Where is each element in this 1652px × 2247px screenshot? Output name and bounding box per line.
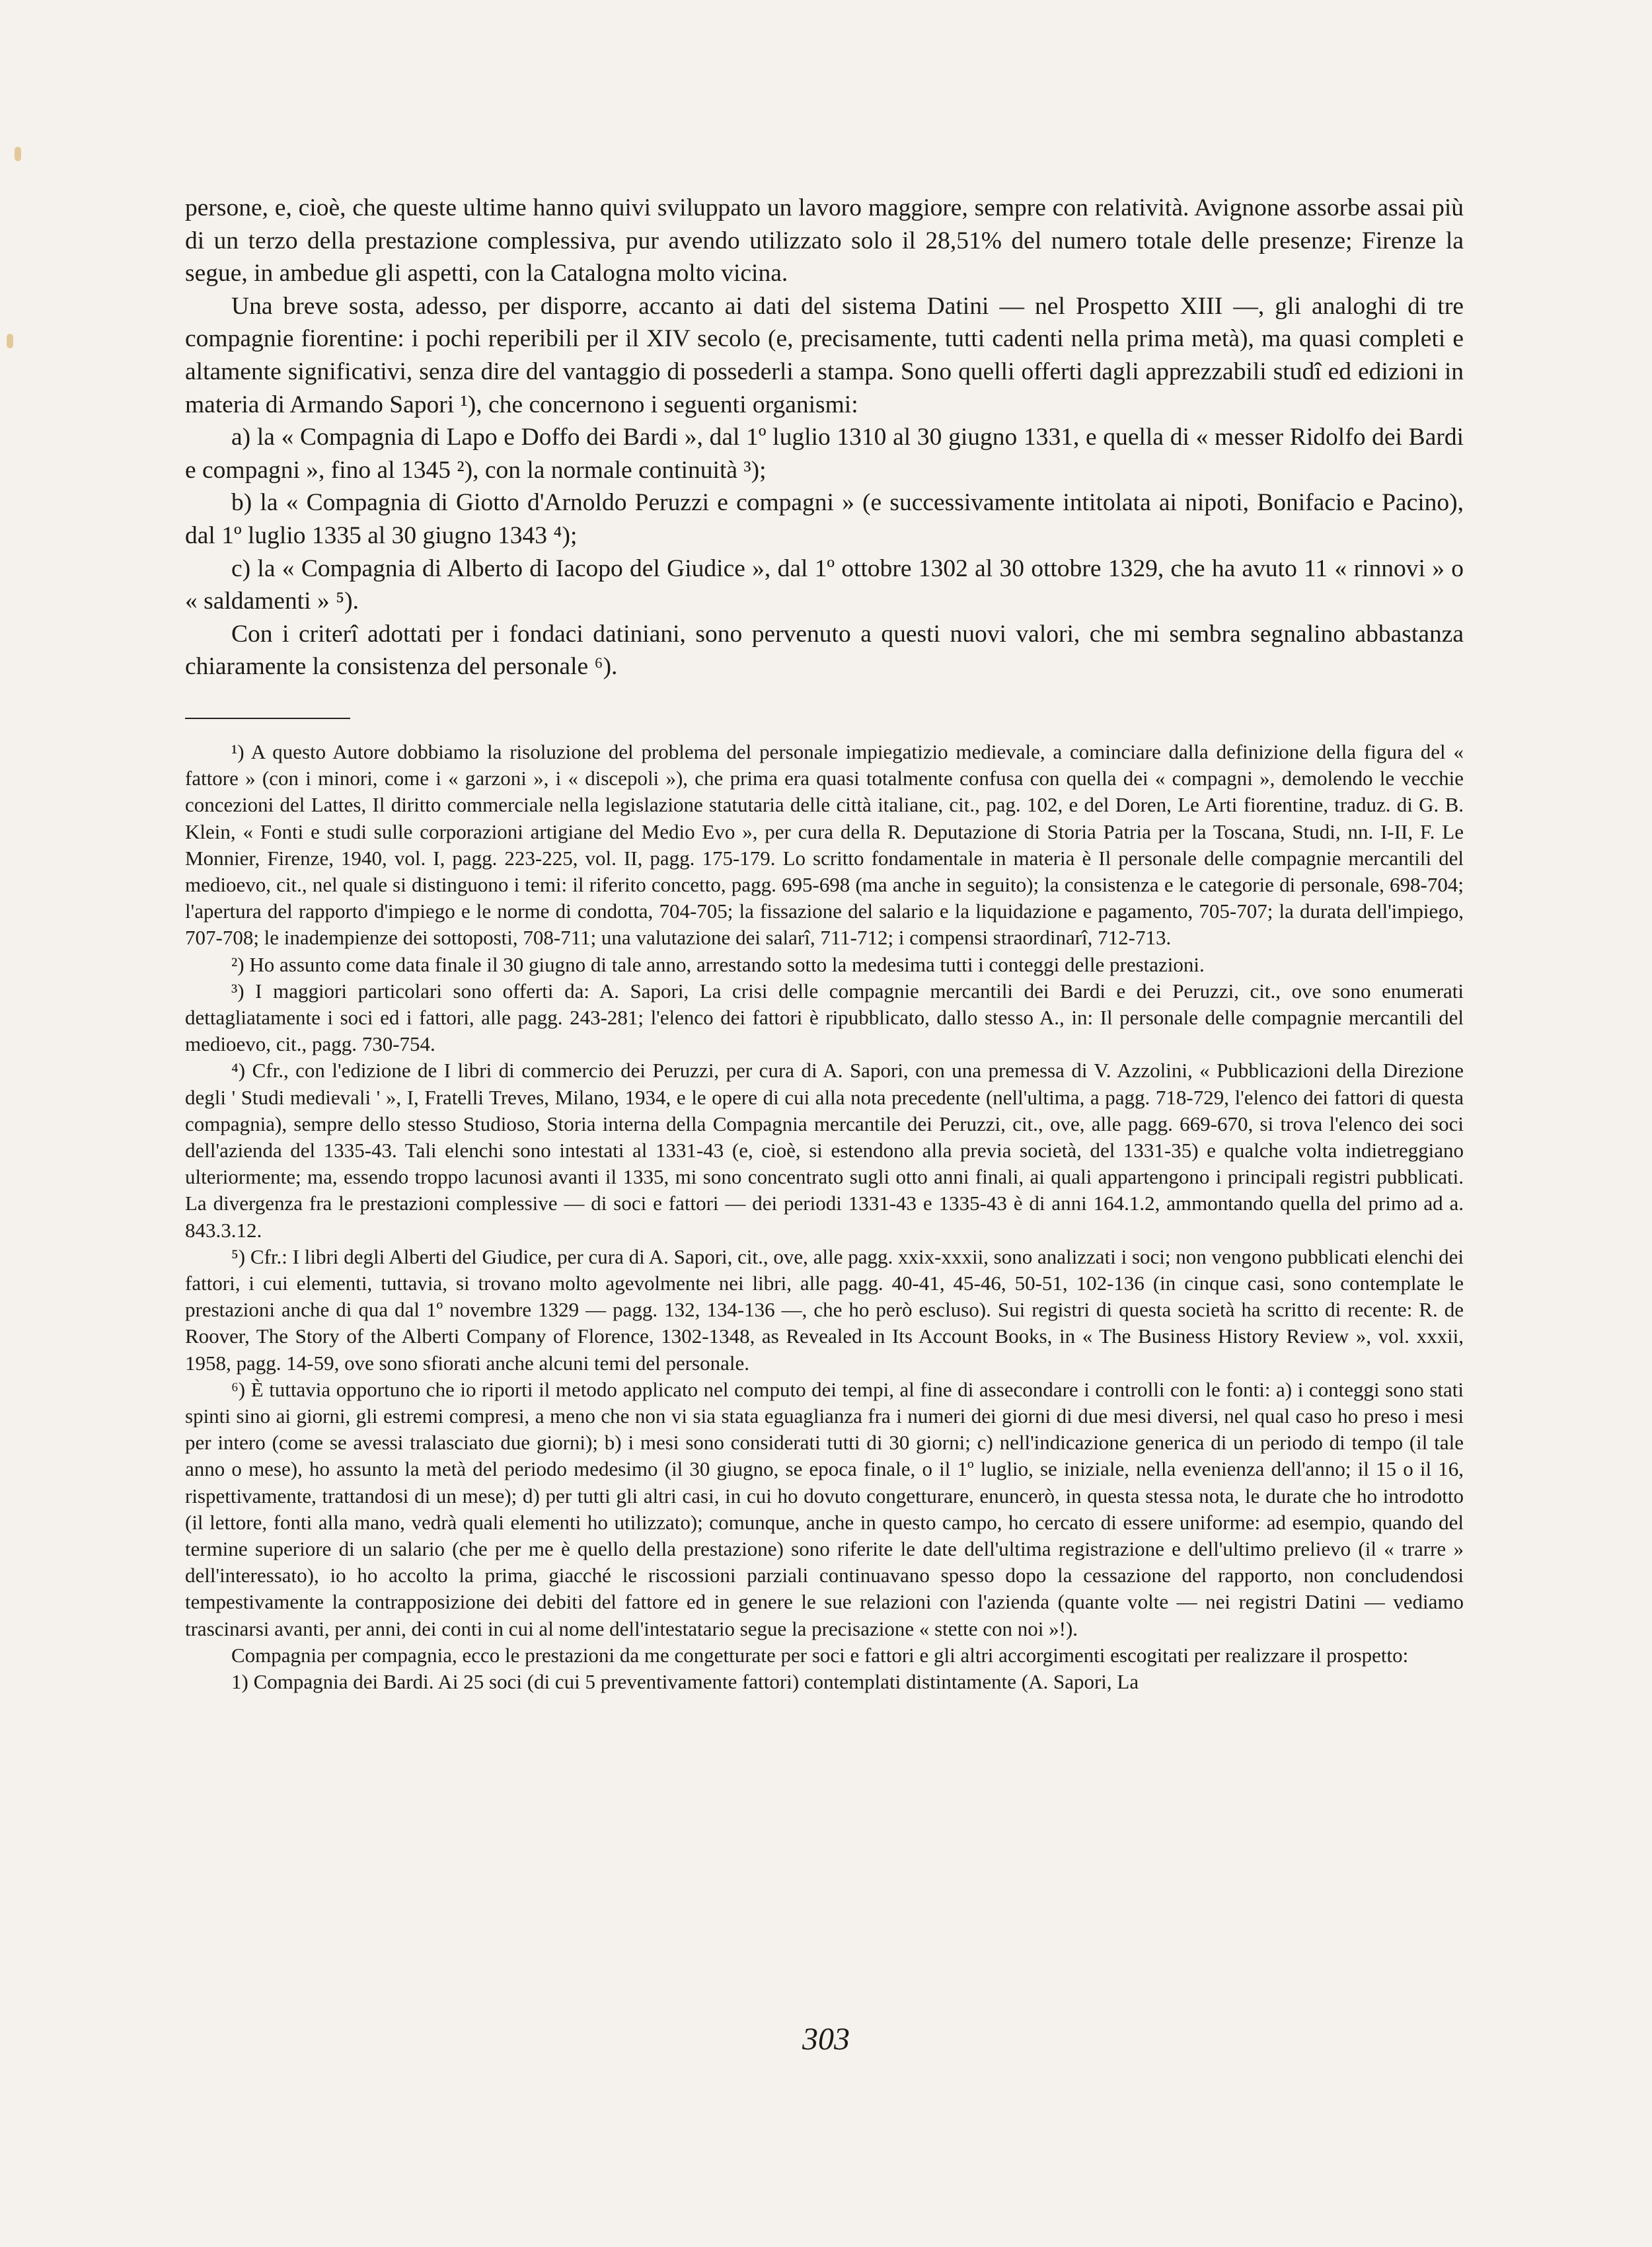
binding-hole-mark xyxy=(7,334,13,348)
page-number: 303 xyxy=(802,2022,850,2057)
footnote: ⁵) Cfr.: I libri degli Alberti del Giudice, per cura di A. Sapori, cit., ove, alle pagg. xxix-xxxii, sono analizzati i soci; non vengono pubblicati elenchi dei fattori, i cui elementi, tuttavia, si trovano molto agevolmente nei libri, alle pagg. 40-41, 45-46, 50-51, 102-136 (in cinque casi, sono contemplate le prestazioni anche di qua dal 1º novembre 1329 — pagg. 132, 134-136 —, che ho però escluso). Sui registri di questa società ha scritto di recente: R. de Roover, The Story of the Alberti Company of Florence, 1302-1348, as Revealed in Its Account Books, in « The Business History Review », vol. xxxii, 1958, pagg. 14-59, ove sono sfiorati anche alcuni temi del personale. xyxy=(185,1244,1464,1375)
footnote-divider xyxy=(185,718,350,719)
footnote: ⁴) Cfr., con l'edizione de I libri di commercio dei Peruzzi, per cura di A. Sapori, con una premessa di V. Azzolini, « Pubblicazioni della Direzione degli ' Studi medievali ' », I, Fratelli Treves, Milano, 1934, e le opere di cui alla nota precedente (nell'ultima, a pagg. 718-729, l'elenco dei fattori di questa compagnia), sempre dello stesso Studioso, Storia interna della Compagnia mercantile dei Peruzzi, cit., ove, alle pagg. 669-670, si trova l'elenco dei soci dell'azienda del 1335-43. Tali elenchi sono intestati al 1331-43 (e, cioè, si estendono alla previa società, del 1331-35) e qualche volta indietreggiano ulteriormente; ma, essendo troppo lacunosi avanti il 1335, mi sono concentrato sugli otto anni finali, ai quali appartengono i principali registri pubblicati. La divergenza fra le prestazioni complessive — di soci e fattori — dei periodi 1331-43 e 1335-43 è di anni 164.1.2, ammontando quella del primo ad a. 843.3.12. xyxy=(185,1059,1464,1242)
footnote: Compagnia per compagnia, ecco le prestazioni da me congetturate per soci e fattori e gli altri accorgimenti escogitati per realizzare il prospetto: xyxy=(231,1643,1409,1667)
body-paragraph: c) la « Compagnia di Alberto di Iacopo del Giudice », dal 1º ottobre 1302 al 30 ottobre 1329, che ha avuto 11 « rinnovi » o « saldamenti » ⁵). xyxy=(185,554,1464,615)
body-paragraph: Una breve sosta, adesso, per disporre, accanto ai dati del sistema Datini — nel Prospetto XIII —, gli analoghi di tre compagnie fiorentine: i pochi reperibili per il XIV secolo (e, precisamente, tutti cadenti nella prima metà), ma quasi completi e altamente significativi, senza dire del vantaggio di possederli a stampa. Sono quelli offerti dagli apprezzabili studî ed edizioni in materia di Armando Sapori ¹), che concernono i seguenti organismi: xyxy=(185,292,1464,418)
footnote: ³) I maggiori particolari sono offerti da: A. Sapori, La crisi delle compagnie mercantili dei Bardi e dei Peruzzi, cit., ove sono enumerati dettagliatamente i soci ed i fattori, alle pagg. 243-281; l'elenco dei fattori è ripubblicato, dallo stesso A., in: Il personale delle compagnie mercantili del medioevo, cit., pagg. 730-754. xyxy=(185,979,1464,1056)
footnote: 1) Compagnia dei Bardi. Ai 25 soci (di cui 5 preventivamente fattori) contemplati distintamente (A. Sapori, La xyxy=(231,1670,1139,1694)
body-paragraph: a) la « Compagnia di Lapo e Doffo dei Bardi », dal 1º luglio 1310 al 30 giugno 1331, e quella di « messer Ridolfo dei Bardi e compagni », fino al 1345 ²), con la normale continuità ³); xyxy=(185,424,1464,484)
main-text xyxy=(185,192,1464,683)
footnote: ⁶) È tuttavia opportuno che io riporti il metodo applicato nel computo dei tempi, al fine di assecondare i controlli con le fonti: a) i conteggi sono stati spinti sino ai giorni, gli estremi compresi, a meno che non vi sia stata eguaglianza fra i numeri dei giorni di due mesi diversi, nel qual caso ho preso i mesi per intero (come se avessi tralasciato due giorni); b) i mesi sono considerati tutti di 30 giorni; c) nell'indicazione generica di un periodo di tempo (il tale anno o mese), ho assunto la metà del periodo medesimo (il 30 giugno, se epoca finale, o il 1º luglio, se iniziale, nella evenienza dell'anno; il 15 o il 16, rispettivamente, trattandosi di un mese); d) per tutti gli altri casi, in cui ho dovuto congetturare, enuncerò, in questa stessa nota, le durate che ho introdotto (il lettore, fonti alla mano, vedrà quali elementi ho utilizzato); comunque, anche in questo campo, ho cercato di essere uniforme: ad esempio, quando del termine superiore di un salario (che per me è quello della prestazione) sono riferite le date dell'ultima registrazione e dell'ultimo prelievo (il « trarre » dell'interessato), io ho accolto la prima, giacché le riscossioni parziali continuavano spesso dopo la cessazione del rapporto, non concludendosi tempestivamente la contrapposizione dei debiti del fattore ed in genere le sue relazioni con l'azienda (quante volte — nei registri Datini — vediamo trascinarsi avanti, per anni, dei conti in cui al nome dell'intestatario segue la precisazione « stette con noi »!). xyxy=(185,1377,1464,1640)
footnote: ¹) A questo Autore dobbiamo la risoluzione del problema del personale impiegatizio medievale, a cominciare dalla definizione della figura del « fattore » (con i minori, come i « garzoni », i « discepoli »), che prima era quasi totalmente confusa con quella dei « compagni », demolendo le vecchie concezioni del Lattes, Il diritto commerciale nella legislazione statutaria delle città italiane, cit., pag. 102, e del Doren, Le Arti fiorentine, traduz. di G. B. Klein, « Fonti e studi sulle corporazioni artigiane del Medio Evo », per cura della R. Deputazione di Storia Patria per la Toscana, Studi, nn. I-II, F. Le Monnier, Firenze, 1940, vol. I, pagg. 223-225, vol. II, pagg. 175-179. Lo scritto fondamentale in materia è Il personale delle compagnie mercantili del medioevo, cit., nel quale si distinguono i temi: il riferito concetto, pagg. 695-698 (ma anche in seguito); la consistenza e le categorie di personale, 698-704; l'apertura del rapporto d'impiego e le norme di condotta, 704-705; la fissazione del salario e la liquidazione e pagamento, 705-707; la durata dell'impiego, 707-708; le inadempienze dei sottoposti, 708-711; una valutazione dei salarî, 711-712; i compensi straordinarî, 712-713. xyxy=(185,740,1464,950)
body-paragraph: Con i criterî adottati per i fondaci datiniani, sono pervenuto a questi nuovi valori, che mi sembra segnalino abbastanza chiaramente la consistenza del personale ⁶). xyxy=(185,620,1464,681)
footnote: ²) Ho assunto come data finale il 30 giugno di tale anno, arrestando sotto la medesima tutti i conteggi delle prestazioni. xyxy=(231,952,1205,976)
body-paragraph: persone, e, cioè, che queste ultime hanno quivi sviluppato un lavoro maggiore, sempre con relatività. Avignone assorbe assai più di un terzo della prestazione complessiva, pur avendo utilizzato solo il 28,51% del numero totale delle presenze; Firenze la segue, in ambedue gli aspetti, con la Catalogna molto vicina. xyxy=(185,194,1464,287)
body-paragraph: b) la « Compagnia di Giotto d'Arnoldo Peruzzi e compagni » (e successivamente intitolata ai nipoti, Bonifacio e Pacino), dal 1º luglio 1335 al 30 giugno 1343 ⁴); xyxy=(185,489,1464,549)
text-block xyxy=(185,192,1464,1695)
footnotes xyxy=(185,739,1464,1695)
binding-hole-mark xyxy=(15,147,21,161)
